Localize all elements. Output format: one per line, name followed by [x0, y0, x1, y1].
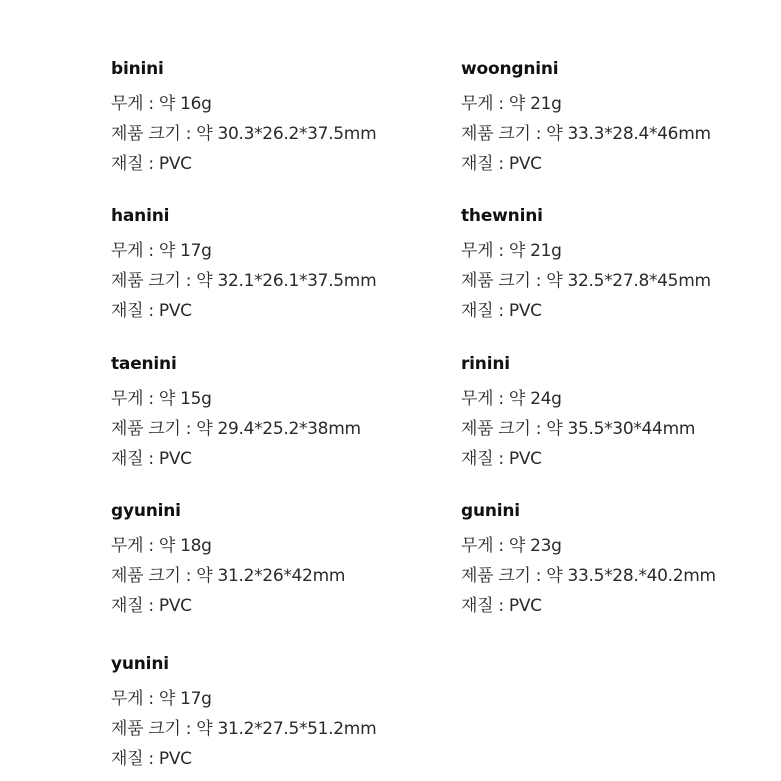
- product-spec-taenini: [111, 353, 441, 474]
- product-spec-yunini: [111, 653, 441, 774]
- product-size: 제품 크기 : 약 29.4*25.2*38mm: [111, 419, 361, 439]
- product-material: 재질 : PVC: [461, 596, 542, 616]
- product-weight: 무게 : 약 17g: [111, 241, 212, 261]
- product-material: 재질 : PVC: [111, 449, 192, 469]
- product-size: 제품 크기 : 약 30.3*26.2*37.5mm: [111, 124, 377, 144]
- product-size: 제품 크기 : 약 35.5*30*44mm: [461, 419, 696, 439]
- product-spec-thewnini: [461, 205, 781, 326]
- product-weight: 무게 : 약 23g: [461, 536, 562, 556]
- product-spec-hanini: [111, 205, 441, 326]
- product-material: 재질 : PVC: [461, 154, 542, 174]
- product-material: 재질 : PVC: [461, 301, 542, 321]
- product-weight: 무게 : 약 21g: [461, 94, 562, 114]
- product-material: 재질 : PVC: [111, 301, 192, 321]
- product-material: 재질 : PVC: [111, 749, 192, 769]
- product-name: gyunini: [111, 501, 181, 521]
- product-name: hanini: [111, 206, 170, 226]
- product-spec-gyunini: [111, 500, 441, 621]
- product-name: gunini: [461, 501, 520, 521]
- product-spec-woongnini: [461, 58, 781, 179]
- product-size: 제품 크기 : 약 33.3*28.4*46mm: [461, 124, 711, 144]
- product-name: binini: [111, 59, 164, 79]
- product-weight: 무게 : 약 16g: [111, 94, 212, 114]
- product-material: 재질 : PVC: [461, 449, 542, 469]
- product-name: taenini: [111, 354, 177, 374]
- product-name: yunini: [111, 654, 169, 674]
- product-spec-binini: [111, 58, 441, 179]
- product-size: 제품 크기 : 약 31.2*27.5*51.2mm: [111, 719, 377, 739]
- product-size: 제품 크기 : 약 31.2*26*42mm: [111, 566, 346, 586]
- product-weight: 무게 : 약 15g: [111, 389, 212, 409]
- product-spec-gunini: [461, 500, 781, 621]
- product-name: rinini: [461, 354, 510, 374]
- product-spec-rinini: [461, 353, 781, 474]
- product-size: 제품 크기 : 약 32.5*27.8*45mm: [461, 271, 711, 291]
- product-weight: 무게 : 약 24g: [461, 389, 562, 409]
- product-weight: 무게 : 약 18g: [111, 536, 212, 556]
- product-name: woongnini: [461, 59, 559, 79]
- product-weight: 무게 : 약 21g: [461, 241, 562, 261]
- product-material: 재질 : PVC: [111, 154, 192, 174]
- product-size: 제품 크기 : 약 32.1*26.1*37.5mm: [111, 271, 377, 291]
- product-name: thewnini: [461, 206, 543, 226]
- product-material: 재질 : PVC: [111, 596, 192, 616]
- product-size: 제품 크기 : 약 33.5*28.*40.2mm: [461, 566, 716, 586]
- product-weight: 무게 : 약 17g: [111, 689, 212, 709]
